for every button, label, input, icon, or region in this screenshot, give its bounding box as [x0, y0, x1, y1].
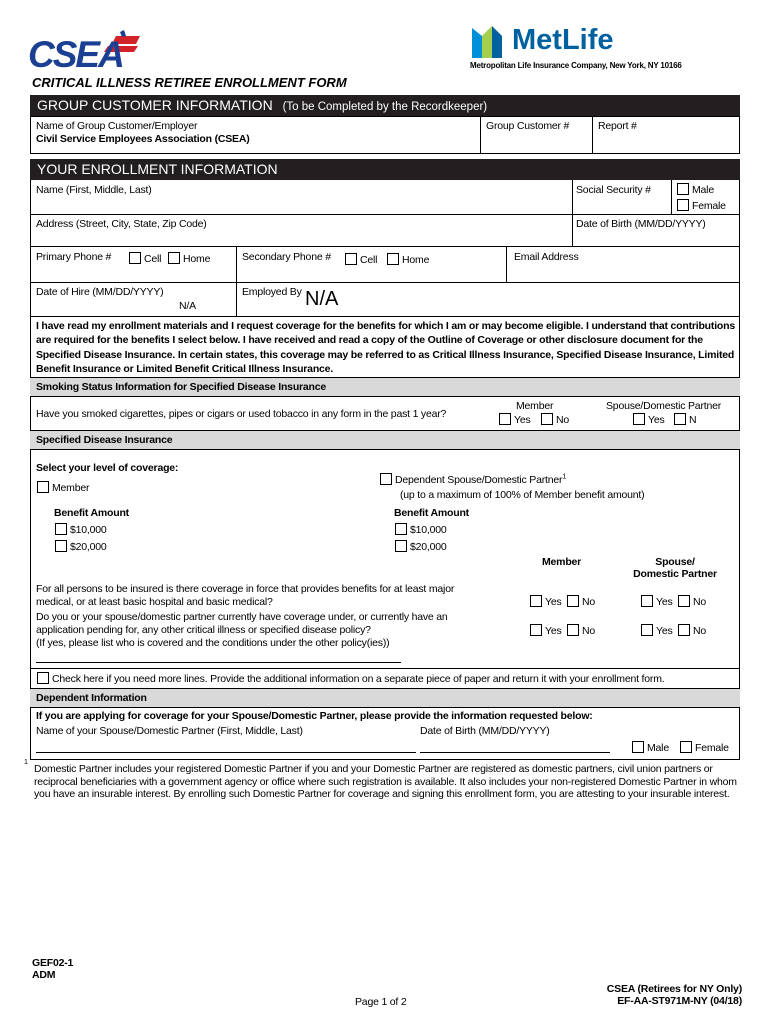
- more-lines-option[interactable]: Check here if you need more lines. Provide the additional information on a separate piece of paper and return it with your enrollment form.: [37, 672, 664, 685]
- q2-member-no[interactable]: No: [567, 624, 595, 637]
- metlife-logo-text: MetLife: [512, 24, 614, 56]
- form-code-2: ADM: [32, 969, 56, 981]
- member-coverage-checkbox[interactable]: [37, 481, 49, 493]
- smoking-member-yes[interactable]: Yes: [499, 413, 531, 426]
- coverage-question-2-note: (If yes, please list who is covered and the conditions under the other policy(ies)): [36, 637, 390, 649]
- hire-date-value[interactable]: N/A: [179, 300, 196, 312]
- spouse-female-checkbox[interactable]: [680, 741, 692, 753]
- q2-member-yes[interactable]: Yes: [530, 624, 562, 637]
- smoking-member-yes-checkbox[interactable]: [499, 413, 511, 425]
- member-20000-option[interactable]: $20,000: [55, 540, 107, 553]
- smoking-spouse-yes-checkbox[interactable]: [633, 413, 645, 425]
- secondary-home-checkbox[interactable]: [387, 253, 399, 265]
- primary-home-option[interactable]: Home: [168, 252, 210, 265]
- member-20000-checkbox[interactable]: [55, 540, 67, 552]
- spouse-name-line[interactable]: [36, 752, 416, 753]
- spouse-column-header: Spouse/ Domestic Partner: [633, 556, 717, 580]
- member-10000-option[interactable]: $10,000: [55, 523, 107, 536]
- spouse-female-option[interactable]: Female: [680, 741, 729, 754]
- q1-spouse-no-checkbox[interactable]: [678, 595, 690, 607]
- group-customer-label: Group Customer #: [486, 120, 570, 132]
- member-10000-checkbox[interactable]: [55, 523, 67, 535]
- group-section-subtitle: (To be Completed by the Recordkeeper): [282, 101, 488, 113]
- dependent-benefit-label: Benefit Amount: [394, 507, 469, 519]
- employed-by-value[interactable]: N/A: [305, 288, 339, 310]
- q2-member-yes-checkbox[interactable]: [530, 624, 542, 636]
- male-checkbox[interactable]: [677, 183, 689, 195]
- primary-home-checkbox[interactable]: [168, 252, 180, 264]
- group-name-label: Name of Group Customer/Employer: [36, 120, 198, 132]
- q2-spouse-yes[interactable]: Yes: [641, 624, 673, 637]
- smoking-section-header: Smoking Status Information for Specified Disease Insurance: [30, 378, 740, 396]
- smoking-member-no-checkbox[interactable]: [541, 413, 553, 425]
- enrollment-section-title: YOUR ENROLLMENT INFORMATION: [37, 161, 278, 177]
- secondary-cell-option[interactable]: Cell: [345, 253, 377, 266]
- select-level-label: Select your level of coverage:: [36, 462, 179, 474]
- secondary-cell-checkbox[interactable]: [345, 253, 357, 265]
- gender-female-option[interactable]: Female: [677, 199, 726, 212]
- dependent-20000-checkbox[interactable]: [395, 540, 407, 552]
- dependent-instruction: If you are applying for coverage for your Spouse/Domestic Partner, please provide the information requested below:: [36, 710, 593, 722]
- form-title: CRITICAL ILLNESS RETIREE ENROLLMENT FORM: [32, 75, 347, 90]
- more-lines-checkbox[interactable]: [37, 672, 49, 684]
- csea-logo-text: CSEA: [28, 34, 123, 75]
- coverage-question-1: For all persons to be insured is there coverage in force that provides benefits for at least major medical, or at least basic hospital and basic medical?: [36, 583, 455, 608]
- q2-spouse-no[interactable]: No: [678, 624, 706, 637]
- member-benefit-label: Benefit Amount: [54, 507, 129, 519]
- report-label: Report #: [598, 120, 637, 132]
- smoking-member-label: Member: [516, 400, 554, 412]
- address-label: Address (Street, City, State, Zip Code): [36, 218, 207, 230]
- footer-right-2: EF-AA-ST971M-NY (04/18): [617, 995, 742, 1007]
- dependent-coverage-checkbox[interactable]: [380, 473, 392, 485]
- dependent-max-note: (up to a maximum of 100% of Member benefit amount): [400, 489, 645, 501]
- dependent-10000-checkbox[interactable]: [395, 523, 407, 535]
- dependent-coverage-option[interactable]: Dependent Spouse/Domestic Partner$^1$: [380, 473, 566, 486]
- csea-logo: [28, 30, 143, 75]
- smoking-spouse-no[interactable]: N: [674, 413, 696, 426]
- primary-cell-checkbox[interactable]: [129, 252, 141, 264]
- spouse-male-checkbox[interactable]: [632, 741, 644, 753]
- smoking-spouse-label: Spouse/Domestic Partner: [606, 400, 722, 412]
- group-name-value: Civil Service Employees Association (CSEA): [36, 133, 250, 145]
- smoking-spouse-yes[interactable]: Yes: [633, 413, 665, 426]
- q1-member-no-checkbox[interactable]: [567, 595, 579, 607]
- q1-member-yes-checkbox[interactable]: [530, 595, 542, 607]
- secondary-phone-label: Secondary Phone #: [242, 251, 331, 263]
- form-code-1: GEF02-1: [32, 957, 74, 969]
- group-section-header: [30, 95, 740, 116]
- enrollment-section-header: [30, 159, 740, 180]
- q1-spouse-no[interactable]: No: [678, 595, 706, 608]
- q2-member-no-checkbox[interactable]: [567, 624, 579, 636]
- metlife-address: Metropolitan Life Insurance Company, New York, NY 10166: [470, 61, 682, 70]
- group-section-title: GROUP CUSTOMER INFORMATION: [37, 97, 273, 113]
- enrollment-statement: I have read my enrollment materials and I request coverage for the benefits for which I am or may become eligible. I understand that contributions are required for the benefits I select below. I have received and read a copy of the Outline of Coverage or other disclosure document for the Specified Disease Insurance. In certain states, this coverage may be referred to as Critical Illness Insurance, Specified Disease Insurance, Limited Benefit Insurance or Limited Benefit Critical Illness Insurance.: [36, 320, 735, 376]
- coverage-section-header: Specified Disease Insurance: [30, 431, 740, 449]
- footnote-mark: 1: [24, 759, 28, 766]
- spouse-dob-line[interactable]: [420, 752, 610, 753]
- name-input[interactable]: [36, 198, 566, 212]
- member-coverage-option[interactable]: Member: [37, 481, 89, 494]
- hire-date-label: Date of Hire (MM/DD/YYYY): [36, 286, 164, 298]
- footer-right-1: CSEA (Retirees for NY Only): [606, 983, 742, 995]
- smoking-member-no[interactable]: No: [541, 413, 569, 426]
- page-number: Page 1 of 2: [355, 996, 407, 1008]
- dob-label: Date of Birth (MM/DD/YYYY): [576, 218, 706, 230]
- member-column-header: Member: [542, 556, 582, 568]
- spouse-male-option[interactable]: Male: [632, 741, 669, 754]
- secondary-home-option[interactable]: Home: [387, 253, 429, 266]
- name-label: Name (First, Middle, Last): [36, 184, 152, 196]
- q1-spouse-yes[interactable]: Yes: [641, 595, 673, 608]
- other-policy-line[interactable]: [36, 662, 401, 663]
- footnote-text: Domestic Partner includes your registered Domestic Partner if you and your Domestic Partner are registered as domestic partners, civil union partners or reciprocal beneficiaries with a government agency or office where such registration is available. It also includes your non-registered Domestic Partner in whom you have an insurable interest. By enrolling such Domestic Partner for coverage and signing this enrollment form, you are attesting to your insurable interest.: [34, 763, 737, 800]
- spouse-name-label: Name of your Spouse/Domestic Partner (First, Middle, Last): [36, 725, 303, 737]
- email-label: Email Address: [514, 251, 579, 263]
- metlife-logo: [470, 22, 640, 62]
- dependent-10000-option[interactable]: $10,000: [395, 523, 447, 536]
- gender-male-option[interactable]: Male: [677, 183, 714, 196]
- primary-phone-label: Primary Phone #: [36, 251, 112, 263]
- coverage-question-2: Do you or your spouse/domestic partner currently have coverage under, or currently have an application pending for, any other critical illness or specified disease policy?: [36, 611, 448, 636]
- q2-spouse-no-checkbox[interactable]: [678, 624, 690, 636]
- employed-by-label: Employed By: [242, 286, 302, 298]
- dependent-section-header: Dependent Information: [30, 689, 740, 707]
- smoking-question: Have you smoked cigarettes, pipes or cigars or used tobacco in any form in the past 1 year?: [36, 408, 447, 420]
- spouse-dob-label: Date of Birth (MM/DD/YYYY): [420, 725, 550, 737]
- q1-member-no[interactable]: No: [567, 595, 595, 608]
- dependent-20000-option[interactable]: $20,000: [395, 540, 447, 553]
- smoking-spouse-no-checkbox[interactable]: [674, 413, 686, 425]
- ssn-label: Social Security #: [576, 184, 651, 196]
- q1-member-yes[interactable]: Yes: [530, 595, 562, 608]
- primary-cell-option[interactable]: Cell: [129, 252, 161, 265]
- female-checkbox[interactable]: [677, 199, 689, 211]
- q1-spouse-yes-checkbox[interactable]: [641, 595, 653, 607]
- q2-spouse-yes-checkbox[interactable]: [641, 624, 653, 636]
